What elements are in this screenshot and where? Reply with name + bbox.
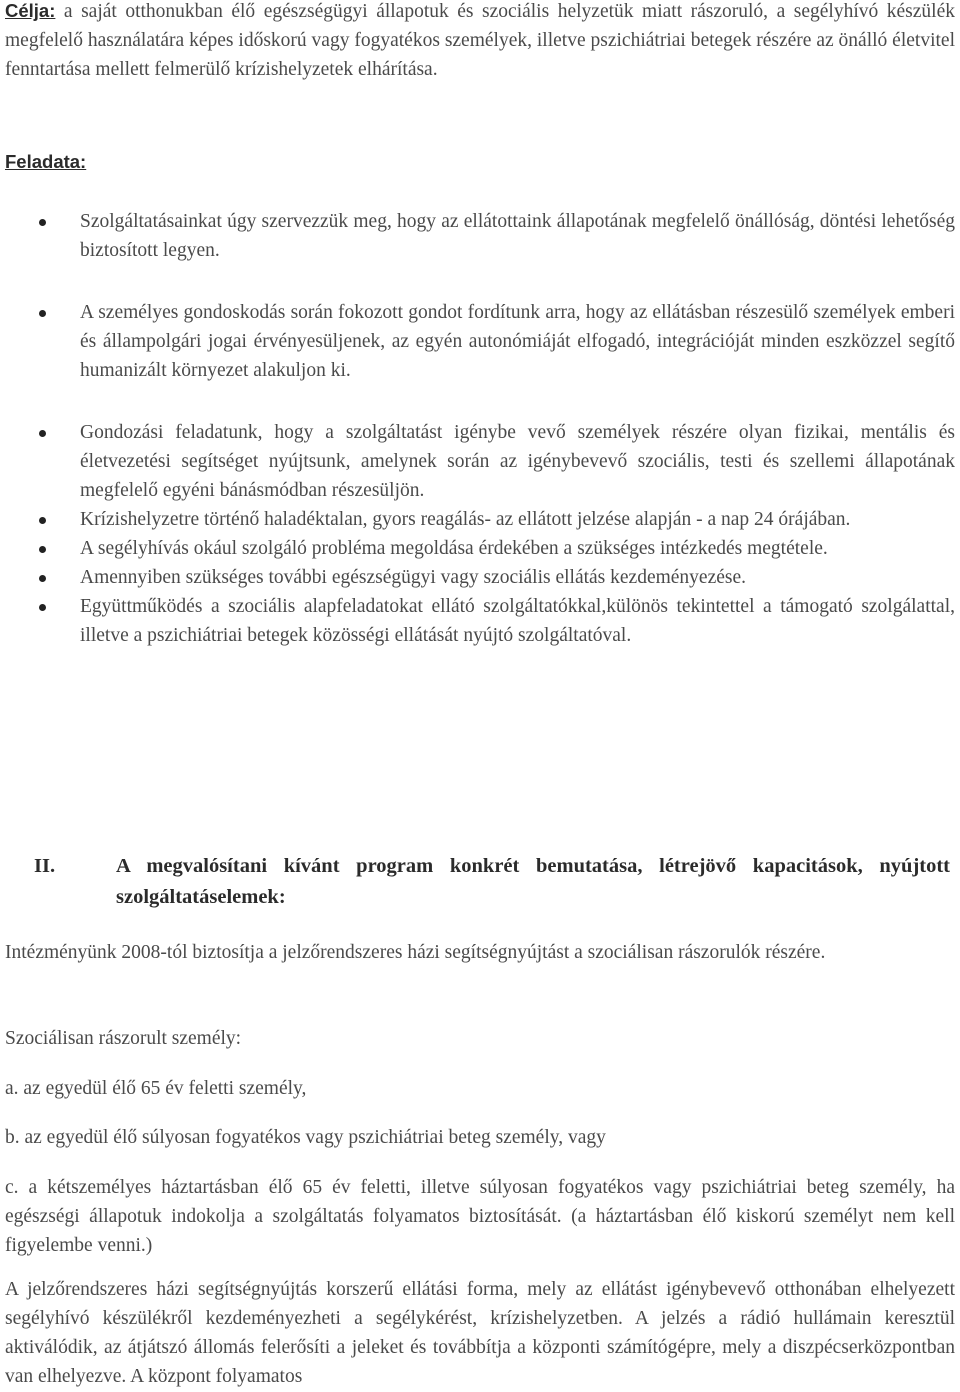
section-number: II.: [34, 855, 56, 877]
section-heading: [34, 851, 950, 913]
list-item: Szolgáltatásainkat úgy szervezzük meg, hogy az ellátottaink állapotának megfelelő önállóság, döntési lehetőség biztosított legyen.: [5, 207, 955, 265]
criteria-c: c. a kétszemélyes háztartásban élő 65 év feletti, illetve súlyosan fogyatékos vagy pszichiátriai beteg személy, ha egészségi állapotuk indokolja a szolgáltatás folyamatos biztosítását. (a háztartásban élő kiskorú személyt nem kell figyelembe venni.): [5, 1177, 955, 1256]
tasks-list-3: [5, 418, 955, 650]
tasks-label: Feladata:: [5, 151, 87, 172]
criteria-b: b. az egyedül élő súlyosan fogyatékos vagy pszichiátriai beteg személy, vagy: [5, 1127, 606, 1148]
intro-paragraph: Intézményünk 2008-tól biztosítja a jelzőrendszeres házi segítségnyújtást a szociálisan rászorulók részére.: [5, 942, 826, 963]
list-item: A segélyhívás okául szolgáló probléma megoldása érdekében a szükséges intézkedés megtétele.: [5, 534, 955, 563]
bullet-icon: [39, 219, 46, 226]
bullet-icon: [39, 575, 46, 582]
purpose-paragraph: [5, 0, 955, 84]
list-item: A személyes gondoskodás során fokozott gondot fordítunk arra, hogy az ellátásban részesülő személyek emberi és állampolgári jogai érvényesüljenek, az egyén autonómiáját elfogadó, integrációját minden eszközzel segítő humanizált környezet alakuljon ki.: [5, 298, 955, 385]
tasks-list-2: [5, 298, 955, 385]
bullet-icon: [39, 430, 46, 437]
bullet-icon: [39, 604, 46, 611]
bullet-icon: [39, 310, 46, 317]
purpose-text: a saját otthonukban élő egészségügyi állapotuk és szociális helyzetük miatt rászoruló, a segélyhívó készülék megfelelő használatára képes időskorú vagy fogyatékos személyek, illetve pszichiátriai betegek részére az önálló életvitel fenntartása mellett felmerülő krízishelyzetek elhárítása.: [5, 1, 955, 80]
bullet-icon: [39, 517, 46, 524]
list-item: Krízishelyzetre történő haladéktalan, gyors reagálás- az ellátott jelzése alapján - a nap 24 órájában.: [5, 505, 955, 534]
list-item: Amennyiben szükséges további egészségügyi vagy szociális ellátás kezdeményezése.: [5, 563, 955, 592]
description-paragraph: A jelzőrendszeres házi segítségnyújtás korszerű ellátási forma, mely az ellátást igénybevevő otthonában elhelyezett segélyhívó készülékről kezdeményezheti a segélykérést, krízishelyzetben. A jelzés a rádió hullámain keresztül aktiválódik, az átjátszó állomás felerősíti a jeleket és továbbítja a központi számítógépre, mely a diszpécserközpontban van elhelyezve. A központ folyamatos: [5, 1279, 955, 1387]
purpose-label: Célja:: [5, 0, 56, 21]
criteria-heading: Szociálisan rászorult személy:: [5, 1028, 242, 1049]
tasks-list-1: [5, 207, 955, 265]
section-title: A megvalósítani kívánt program konkrét bemutatása, létrejövő kapacitások, nyújtott szolgáltatáselemek:: [116, 855, 950, 908]
list-item: Együttműködés a szociális alapfeladatokat ellátó szolgáltatókkal,különös tekintettel a támogató szolgálattal, illetve a pszichiátriai betegek közösségi ellátását nyújtó szolgáltatóval.: [5, 592, 955, 650]
tasks-heading: [5, 147, 955, 177]
bullet-icon: [39, 546, 46, 553]
criteria-a: a. az egyedül élő 65 év feletti személy,: [5, 1078, 307, 1099]
list-item: Gondozási feladatunk, hogy a szolgáltatást igénybe vevő személyek részére olyan fizikai, mentális és életvezetési segítséget nyújtsunk, amelynek során az igénybevevő szociális, testi és szellemi állapotának megfelelő egyéni bánásmódban részesüljön.: [5, 418, 955, 505]
